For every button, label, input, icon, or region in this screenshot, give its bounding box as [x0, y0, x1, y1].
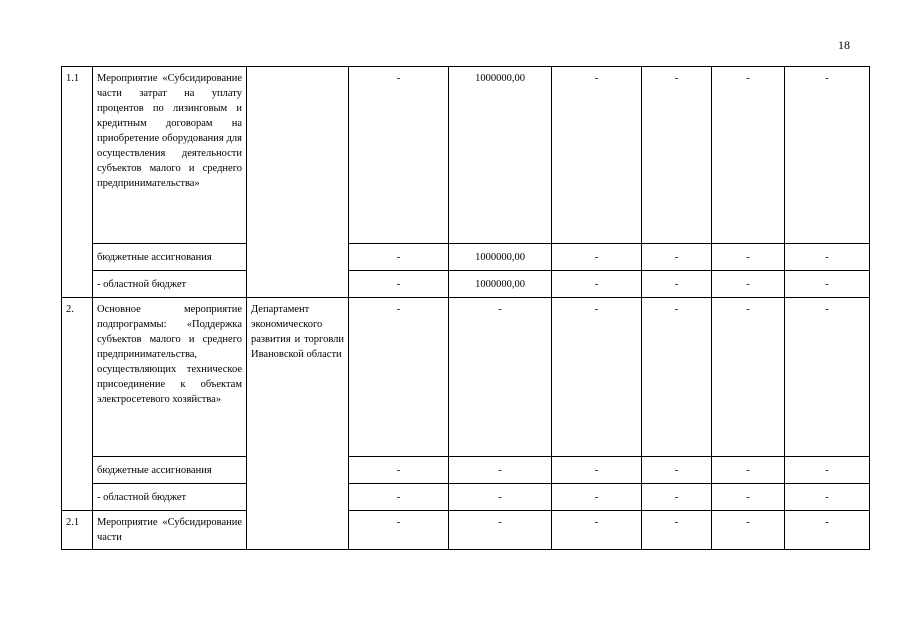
- table-cell: -: [349, 244, 449, 271]
- table-cell: -: [552, 484, 642, 511]
- row-description: бюджетные ассигнования: [93, 244, 247, 271]
- table-cell: -: [642, 484, 712, 511]
- table-cell: -: [785, 298, 870, 457]
- table-cell: -: [642, 457, 712, 484]
- table-cell: -: [785, 511, 870, 550]
- page-number: 18: [838, 38, 850, 52]
- table-row: [62, 511, 870, 550]
- table-cell: -: [712, 67, 785, 244]
- table-cell: -: [785, 457, 870, 484]
- table-cell: 1000000,00: [449, 271, 552, 298]
- budget-table: [61, 66, 870, 550]
- table-cell: -: [349, 511, 449, 550]
- table-cell: -: [712, 457, 785, 484]
- table-cell: -: [785, 67, 870, 244]
- row-executor: Департамент экономического развития и торговли Ивановской области: [247, 298, 349, 550]
- row-description: Мероприятие «Субсидирование части затрат на уплату процентов по лизинговым и кредитным договорам на приобретение оборудования для осуществления деятельности субъектов малого и среднего предпринимательства»: [93, 67, 247, 244]
- table-cell: -: [349, 271, 449, 298]
- table-cell: -: [642, 244, 712, 271]
- table-cell: -: [449, 298, 552, 457]
- table-cell: -: [712, 511, 785, 550]
- table-cell: -: [642, 271, 712, 298]
- table-cell: -: [349, 298, 449, 457]
- table-row: [62, 298, 870, 457]
- table-cell: -: [349, 484, 449, 511]
- table-cell: -: [552, 271, 642, 298]
- table-cell: -: [552, 511, 642, 550]
- table-cell: -: [449, 511, 552, 550]
- row-description: Основное мероприятие подпрограммы: «Поддержка субъектов малого и среднего предпринимательства, осуществляющих техническое присоединение к объектам электросетевого хозяйства»: [93, 298, 247, 457]
- table-row: [62, 484, 870, 511]
- table-cell: -: [712, 298, 785, 457]
- table-cell: -: [552, 67, 642, 244]
- table-cell: -: [449, 457, 552, 484]
- table-cell: 1000000,00: [449, 244, 552, 271]
- row-description: - областной бюджет: [93, 484, 247, 511]
- row-executor: [247, 67, 349, 298]
- table-cell: -: [712, 484, 785, 511]
- table-cell: -: [785, 271, 870, 298]
- table-cell: -: [552, 457, 642, 484]
- table-cell: -: [642, 67, 712, 244]
- table-cell: -: [785, 484, 870, 511]
- table-cell: -: [642, 298, 712, 457]
- table-row: [62, 271, 870, 298]
- table-cell: -: [712, 244, 785, 271]
- row-number: 1.1: [62, 67, 93, 298]
- row-description: - областной бюджет: [93, 271, 247, 298]
- table-cell: -: [712, 271, 785, 298]
- table-cell: -: [785, 244, 870, 271]
- table-cell: -: [642, 511, 712, 550]
- table-cell: -: [349, 67, 449, 244]
- table-cell: -: [552, 244, 642, 271]
- row-description: бюджетные ассигнования: [93, 457, 247, 484]
- table-row: [62, 67, 870, 244]
- table-cell: -: [552, 298, 642, 457]
- table-cell: -: [449, 484, 552, 511]
- row-number: 2.: [62, 298, 93, 511]
- row-number: 2.1: [62, 511, 93, 550]
- row-description: Мероприятие «Субсидирование части: [93, 511, 247, 550]
- table-cell: -: [349, 457, 449, 484]
- table-row: [62, 244, 870, 271]
- table-cell: 1000000,00: [449, 67, 552, 244]
- table-row: [62, 457, 870, 484]
